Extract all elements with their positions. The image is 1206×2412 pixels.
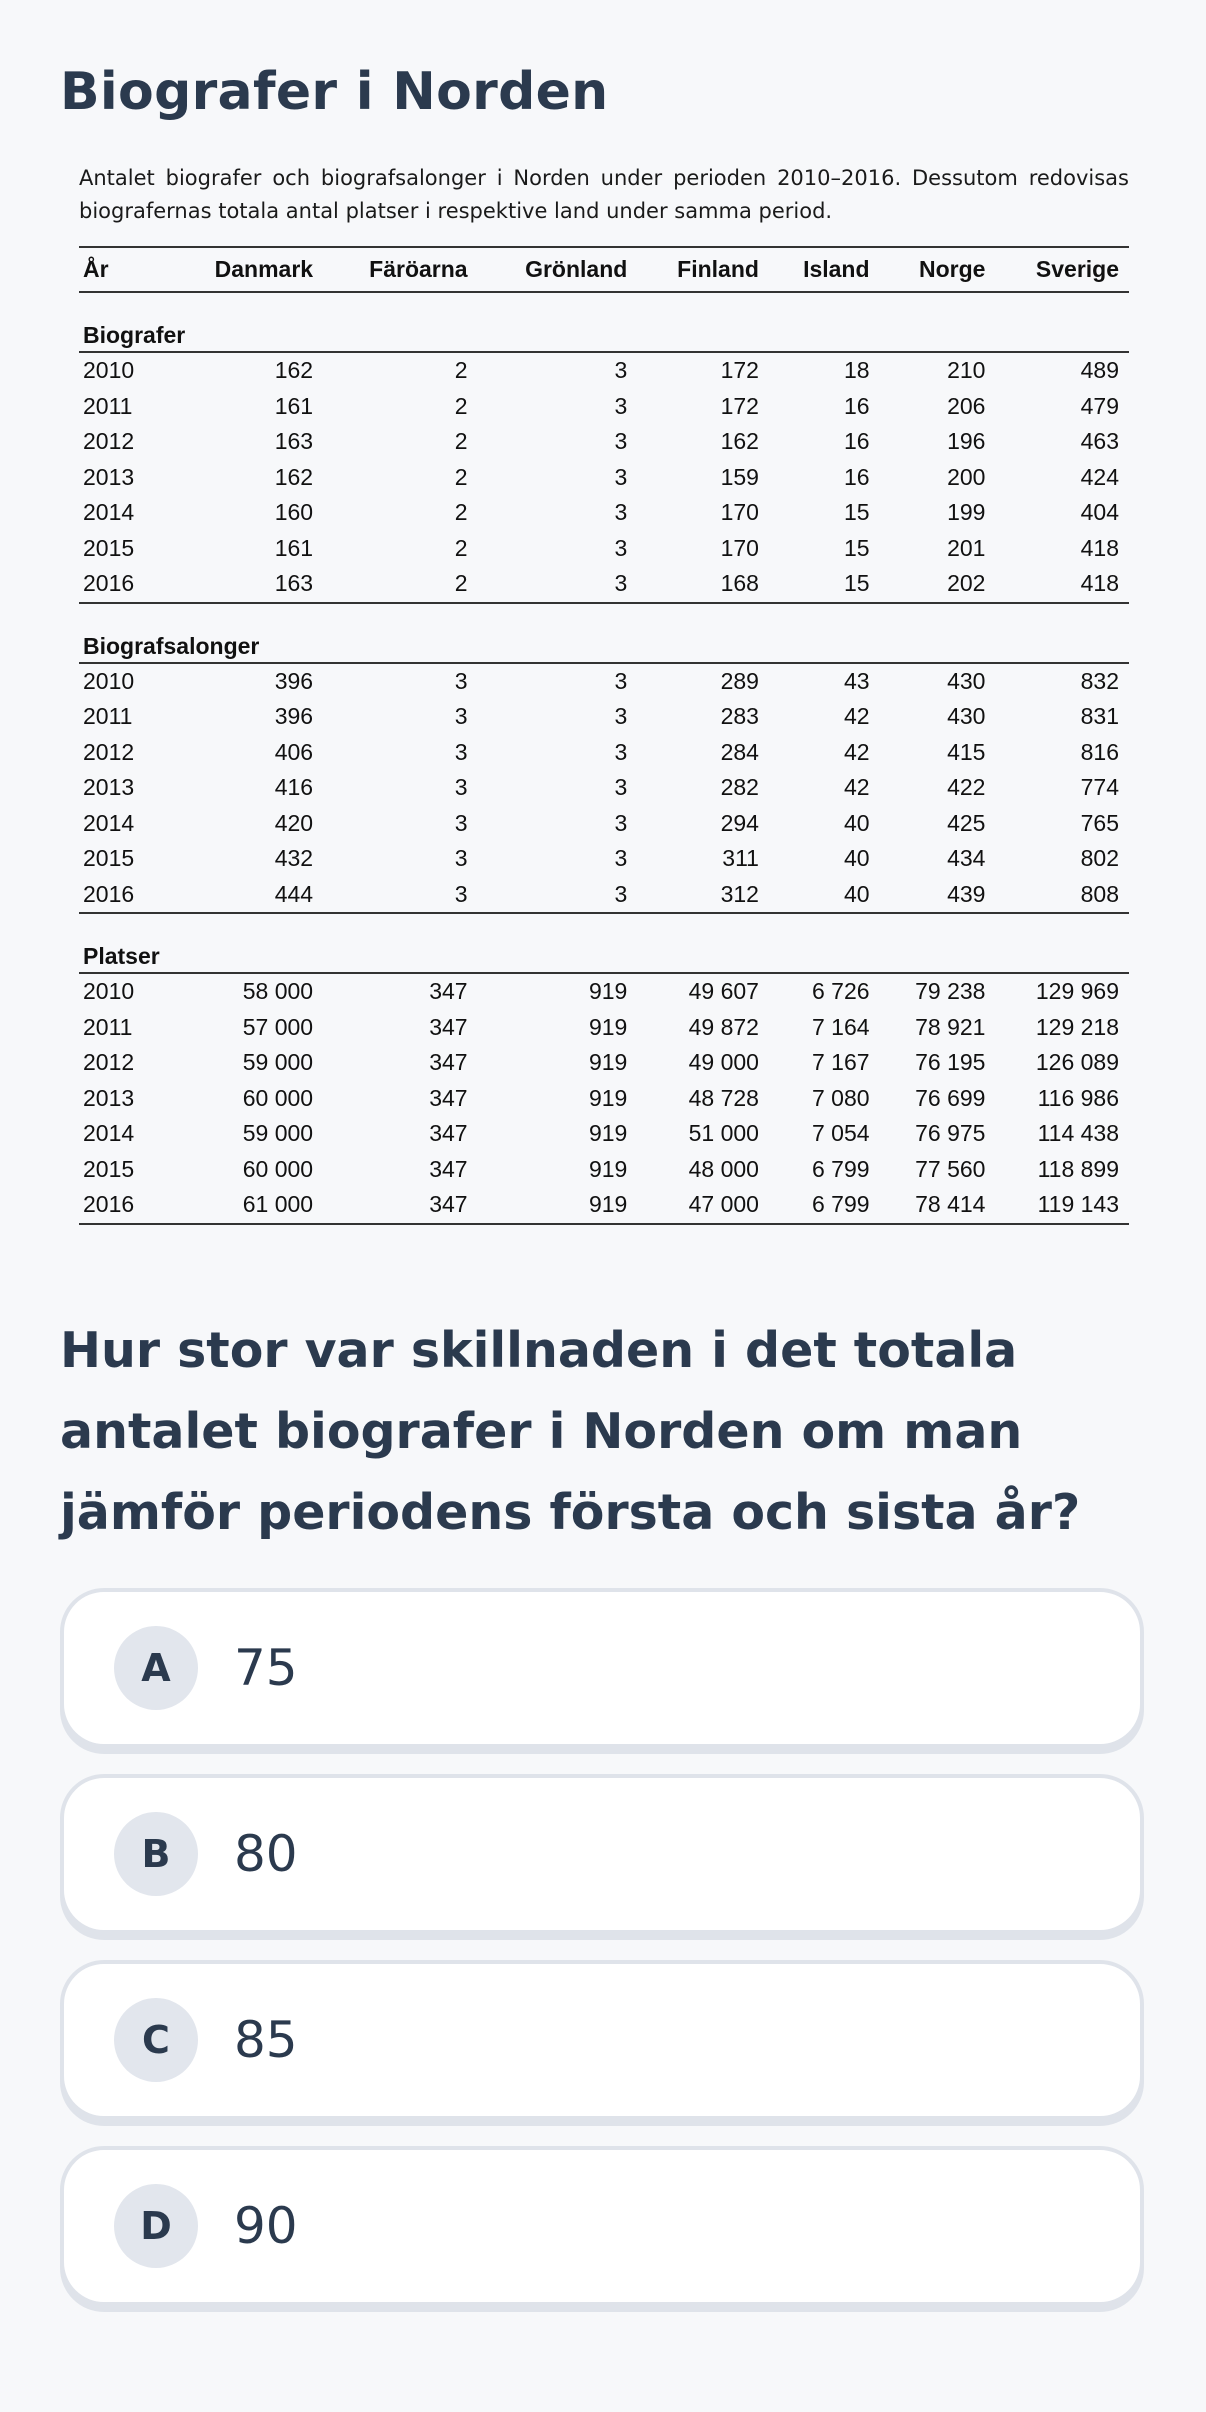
table-row [79,352,1129,389]
table-cell: 76 195 [915,1049,986,1076]
table-row [79,424,1129,460]
table-row [79,699,1129,735]
table-cell: 6 726 [811,978,870,1005]
table-cell: 347 [429,1155,468,1182]
table-header-row [79,247,1129,292]
table-cell: 199 [947,499,986,526]
column-header: Färöarna [323,247,478,292]
table-row [79,389,1129,425]
answer-option-d[interactable] [60,2146,1144,2306]
data-table [79,246,1129,1225]
column-header: Sverige [995,247,1129,292]
table-cell: 40 [843,845,870,872]
table-row [79,1116,1129,1152]
table-cell: 60 000 [242,1084,314,1111]
table-cell: 170 [720,534,759,561]
table-cell: 3 [454,809,468,836]
table-cell: 42 [843,738,870,765]
table-cell: 16 [843,428,870,455]
table-cell: 3 [454,774,468,801]
table-row [79,770,1129,806]
table-row [79,806,1129,842]
table-row [79,1045,1129,1081]
section-label: Biografer [79,292,1129,352]
column-header: Grönland [478,247,638,292]
section-header-row [79,292,1129,352]
table-cell: 58 000 [242,978,314,1005]
option-text: 85 [234,2011,298,2069]
table-row [79,735,1129,771]
table-cell: 420 [274,809,314,836]
table-cell: 163 [274,428,314,455]
table-row [79,1010,1129,1046]
table-cell: 200 [947,463,986,490]
table-cell: 79 238 [915,978,986,1005]
table-cell: 59 000 [242,1049,314,1076]
table-cell: 210 [947,357,986,384]
year-cell: 2012 [83,738,135,765]
table-cell: 76 975 [915,1120,986,1147]
table-cell: 161 [274,392,314,419]
table-cell: 129 218 [1035,1013,1119,1040]
year-cell: 2010 [83,357,135,384]
table-cell: 406 [274,738,314,765]
table-cell: 15 [843,499,870,526]
table-cell: 3 [454,703,468,730]
table-cell: 3 [478,566,638,603]
table-cell: 77 560 [915,1155,986,1182]
year-cell: 2014 [83,809,135,836]
table-cell: 161 [274,534,314,561]
table-cell: 196 [947,428,986,455]
table-cell: 774 [1080,774,1119,801]
table-cell: 347 [429,1049,468,1076]
table-cell: 404 [1080,499,1119,526]
table-cell: 114 438 [1037,1120,1119,1147]
table-cell: 49 872 [688,1013,759,1040]
table-cell: 439 [880,877,996,914]
table-cell: 3 [614,703,628,730]
year-cell: 2011 [83,392,133,419]
table-cell: 424 [1080,463,1119,490]
table-row [79,460,1129,496]
table-cell: 48 000 [688,1155,759,1182]
table-cell: 57 000 [242,1013,314,1040]
table-cell: 831 [1080,703,1119,730]
table-cell: 2 [454,428,468,455]
table-cell: 3 [614,774,628,801]
table-cell: 3 [454,738,468,765]
table-cell: 919 [588,1120,628,1147]
year-cell: 2011 [83,703,133,730]
year-cell: 2016 [79,877,169,914]
table-cell: 3 [614,499,628,526]
year-cell: 2012 [83,1049,135,1076]
table-cell: 61 000 [169,1187,324,1224]
table-cell: 76 699 [915,1084,986,1111]
table-cell: 60 000 [242,1155,314,1182]
table-cell: 347 [429,1084,468,1111]
table-cell: 78 414 [880,1187,996,1224]
table-cell: 3 [478,877,638,914]
table-cell: 463 [1080,428,1119,455]
year-cell: 2010 [83,978,135,1005]
table-cell: 40 [769,877,880,914]
column-header: Norge [880,247,996,292]
table-cell: 3 [614,357,628,384]
table-cell: 162 [720,428,759,455]
table-row [79,566,1129,603]
table-cell: 59 000 [242,1120,314,1147]
option-letter-badge: D [114,2184,198,2268]
table-cell: 347 [429,1120,468,1147]
table-cell: 347 [323,1187,478,1224]
column-header: Finland [637,247,769,292]
option-letter-badge: C [114,1998,198,2082]
table-cell: 159 [720,463,759,490]
table-cell: 396 [274,703,314,730]
table-cell: 18 [843,357,870,384]
year-cell: 2016 [79,566,169,603]
table-cell: 444 [169,877,324,914]
table-row [79,1187,1129,1224]
table-cell: 15 [769,566,880,603]
table-cell: 425 [947,809,986,836]
answer-options [60,1588,1144,2332]
table-cell: 3 [614,392,628,419]
table-cell: 802 [1080,845,1119,872]
table-cell: 42 [843,774,870,801]
option-text: 80 [234,1825,298,1883]
table-cell: 396 [274,667,314,694]
table-row [79,1081,1129,1117]
year-cell: 2015 [83,845,135,872]
page-title: Biografer i Norden [60,62,609,122]
table-cell: 116 986 [1037,1084,1119,1111]
table-cell: 2 [323,566,478,603]
option-text: 75 [234,1639,298,1697]
year-cell: 2015 [83,534,135,561]
table-cell: 206 [947,392,986,419]
table-cell: 16 [843,392,870,419]
section-header-row [79,913,1129,973]
table-row [79,877,1129,914]
table-cell: 808 [995,877,1129,914]
table-cell: 416 [274,774,314,801]
table-cell: 49 607 [688,978,759,1005]
answer-option-b[interactable] [60,1774,1144,1934]
table-cell: 289 [720,667,759,694]
table-cell: 42 [843,703,870,730]
table-cell: 78 921 [915,1013,986,1040]
option-letter-badge: B [114,1812,198,1896]
table-cell: 3 [614,463,628,490]
table-cell: 119 143 [995,1187,1129,1224]
table-cell: 422 [947,774,986,801]
table-cell: 7 080 [811,1084,870,1111]
table-row [79,531,1129,567]
table-cell: 919 [588,1155,628,1182]
table-cell: 6 799 [769,1187,880,1224]
table-cell: 434 [947,845,986,872]
table-cell: 919 [588,1013,628,1040]
table-cell: 48 728 [688,1084,759,1111]
table-cell: 2 [454,534,468,561]
table-cell: 919 [588,1084,628,1111]
table-cell: 3 [454,845,468,872]
table-cell: 7 054 [811,1120,870,1147]
table-cell: 49 000 [688,1049,759,1076]
table-cell: 430 [947,667,986,694]
table-cell: 919 [588,1049,628,1076]
table-cell: 282 [720,774,759,801]
table-cell: 202 [880,566,996,603]
table-cell: 3 [454,667,468,694]
table-cell: 283 [720,703,759,730]
table-cell: 129 969 [1035,978,1119,1005]
table-cell: 489 [1080,357,1119,384]
table-cell: 816 [1080,738,1119,765]
table-cell: 16 [843,463,870,490]
option-text: 90 [234,2197,298,2255]
table-cell: 3 [614,667,628,694]
table-cell: 347 [429,978,468,1005]
column-header: Danmark [169,247,324,292]
table-cell: 919 [588,978,628,1005]
table-cell: 3 [614,428,628,455]
question-text: Hur stor var skillnaden i det totala antalet biografer i Norden om man jämför periodens första och sista år? [60,1322,1081,1541]
table-cell: 47 000 [637,1187,769,1224]
table-cell: 170 [720,499,759,526]
table-cell: 2 [454,357,468,384]
year-cell: 2013 [83,463,135,490]
section-label: Biografsalonger [79,603,1129,663]
table-cell: 172 [720,392,759,419]
table-row [79,495,1129,531]
table-cell: 6 799 [811,1155,870,1182]
year-cell: 2012 [83,428,135,455]
table-row [79,841,1129,877]
year-cell: 2013 [83,1084,135,1111]
table-cell: 126 089 [1035,1049,1119,1076]
section-label: Platser [79,913,1129,973]
table-cell: 15 [843,534,870,561]
year-cell: 2016 [79,1187,169,1224]
table-cell: 43 [843,667,870,694]
table-cell: 3 [614,738,628,765]
table-cell: 294 [720,809,759,836]
table-cell: 40 [843,809,870,836]
table-cell: 160 [274,499,314,526]
year-cell: 2011 [83,1013,133,1040]
table-cell: 163 [169,566,324,603]
table-cell: 430 [947,703,986,730]
table-cell: 118 899 [1037,1155,1119,1182]
table-cell: 418 [995,566,1129,603]
table-cell: 919 [478,1187,638,1224]
table-cell: 51 000 [688,1120,759,1147]
column-header: Island [769,247,880,292]
table-cell: 432 [274,845,314,872]
answer-option-a[interactable] [60,1588,1144,1748]
year-cell: 2014 [83,1120,135,1147]
table-cell: 162 [274,357,314,384]
table-cell: 3 [614,534,628,561]
table-row [79,1152,1129,1188]
table-cell: 2 [454,499,468,526]
table-cell: 3 [323,877,478,914]
table-cell: 3 [614,845,628,872]
table-cell: 172 [720,357,759,384]
section-header-row [79,603,1129,663]
year-cell: 2013 [83,774,135,801]
table-row [79,973,1129,1010]
table-cell: 415 [947,738,986,765]
table-caption: Antalet biografer och biografsalonger i Norden under perioden 2010–2016. Dessutom redovisas biografernas totala antal platser i respektive land under samma period. [79,166,1129,223]
table-cell: 201 [947,534,986,561]
data-figure [79,162,1129,1225]
column-header: År [79,247,169,292]
option-letter-badge: A [114,1626,198,1710]
table-cell: 7 164 [811,1013,870,1040]
table-cell: 2 [454,463,468,490]
table-row [79,663,1129,700]
table-cell: 832 [1080,667,1119,694]
year-cell: 2010 [83,667,135,694]
table-cell: 312 [637,877,769,914]
table-cell: 311 [722,845,759,872]
table-cell: 418 [1080,534,1119,561]
table-cell: 168 [637,566,769,603]
table-cell: 3 [614,809,628,836]
table-cell: 765 [1080,809,1119,836]
table-cell: 347 [429,1013,468,1040]
table-cell: 2 [454,392,468,419]
year-cell: 2015 [83,1155,135,1182]
table-cell: 7 167 [811,1049,870,1076]
table-cell: 162 [274,463,314,490]
year-cell: 2014 [83,499,135,526]
table-cell: 284 [720,738,759,765]
table-cell: 479 [1080,392,1119,419]
answer-option-c[interactable] [60,1960,1144,2120]
